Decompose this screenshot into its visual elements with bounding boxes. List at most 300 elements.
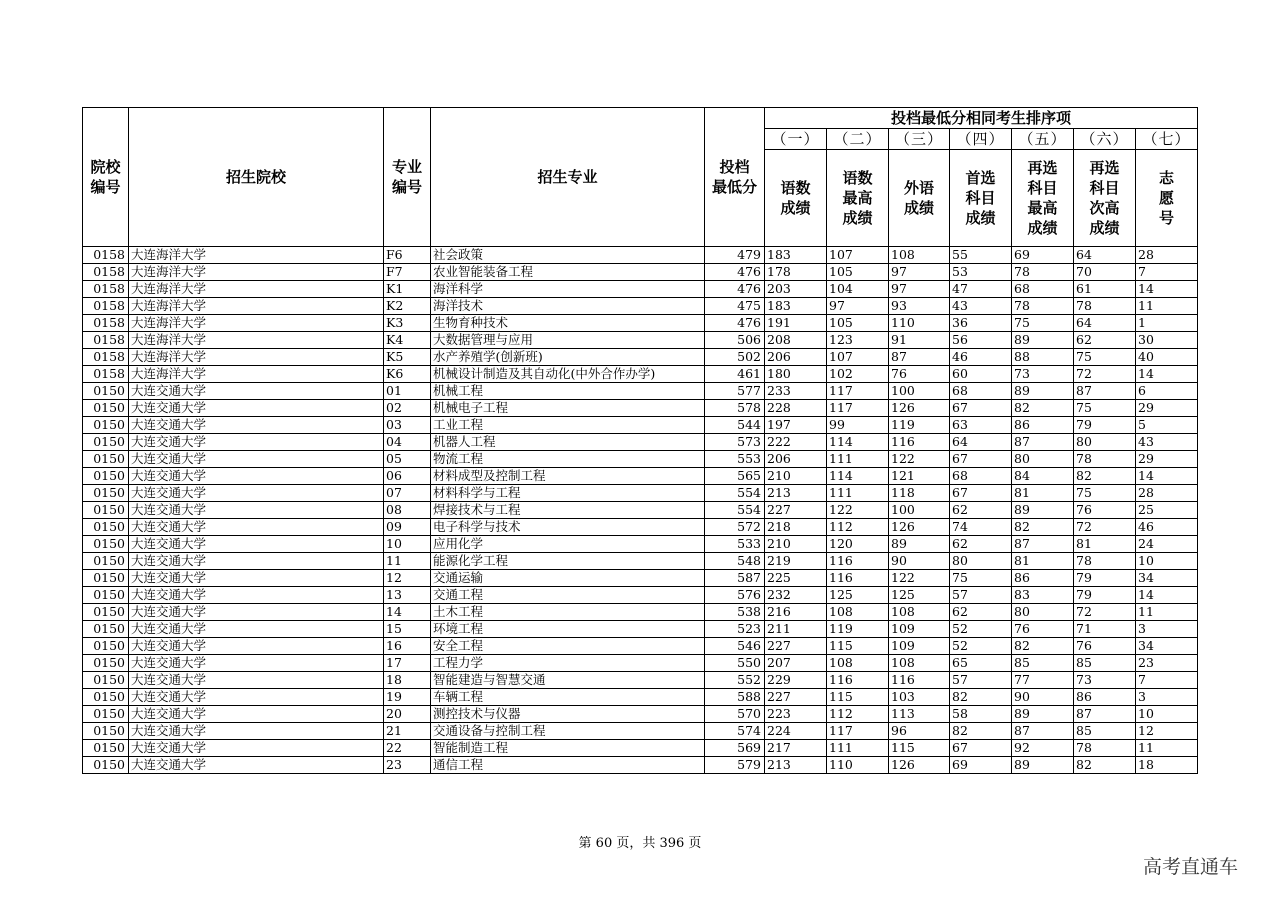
cell-sort-1: 206 [765, 349, 827, 366]
cell-min-score: 544 [705, 417, 765, 434]
cell-sort-6: 75 [1074, 400, 1136, 417]
cell-major-code: 04 [384, 434, 431, 451]
cell-min-score: 570 [705, 706, 765, 723]
cell-sort-1: 183 [765, 247, 827, 264]
header-sort-number: （五） [1012, 129, 1074, 150]
cell-major: 交通工程 [431, 587, 705, 604]
cell-sort-7: 30 [1136, 332, 1198, 349]
cell-sort-6: 72 [1074, 519, 1136, 536]
cell-sort-4: 43 [950, 298, 1012, 315]
cell-sort-6: 75 [1074, 485, 1136, 502]
cell-min-score: 476 [705, 264, 765, 281]
cell-min-score: 587 [705, 570, 765, 587]
cell-sort-5: 89 [1012, 502, 1074, 519]
cell-school: 大连交通大学 [129, 757, 384, 774]
cell-sort-3: 122 [889, 451, 950, 468]
cell-major-code: F7 [384, 264, 431, 281]
table-row [83, 502, 1198, 519]
cell-sort-1: 191 [765, 315, 827, 332]
cell-sort-3: 90 [889, 553, 950, 570]
cell-major: 土木工程 [431, 604, 705, 621]
cell-sort-4: 62 [950, 502, 1012, 519]
table-row [83, 451, 1198, 468]
cell-sort-2: 112 [827, 706, 889, 723]
header-school-label: 招生院校 [225, 168, 286, 186]
cell-sort-7: 25 [1136, 502, 1198, 519]
cell-sort-4: 67 [950, 485, 1012, 502]
cell-sort-5: 86 [1012, 570, 1074, 587]
cell-sort-2: 115 [827, 689, 889, 706]
cell-school-code: 0150 [83, 723, 129, 740]
cell-sort-2: 114 [827, 434, 889, 451]
cell-school-code: 0158 [83, 281, 129, 298]
cell-min-score: 476 [705, 315, 765, 332]
cell-sort-1: 197 [765, 417, 827, 434]
cell-min-score: 461 [705, 366, 765, 383]
cell-major-code: 12 [384, 570, 431, 587]
header-sort-group-label: 投档最低分相同考生排序项 [890, 109, 1071, 127]
cell-sort-1: 178 [765, 264, 827, 281]
cell-sort-7: 3 [1136, 621, 1198, 638]
cell-sort-2: 105 [827, 315, 889, 332]
table-row [83, 604, 1198, 621]
cell-sort-5: 89 [1012, 757, 1074, 774]
header-sort-number: （三） [889, 129, 950, 150]
cell-sort-6: 79 [1074, 587, 1136, 604]
cell-sort-4: 36 [950, 315, 1012, 332]
cell-sort-4: 57 [950, 672, 1012, 689]
table-row [83, 332, 1198, 349]
cell-major: 交通设备与控制工程 [431, 723, 705, 740]
cell-sort-1: 206 [765, 451, 827, 468]
cell-major-code: 17 [384, 655, 431, 672]
cell-major-code: K2 [384, 298, 431, 315]
cell-sort-3: 76 [889, 366, 950, 383]
cell-school-code: 0150 [83, 621, 129, 638]
cell-sort-6: 61 [1074, 281, 1136, 298]
cell-sort-6: 82 [1074, 468, 1136, 485]
cell-school: 大连交通大学 [129, 468, 384, 485]
cell-min-score: 506 [705, 332, 765, 349]
cell-major: 机械工程 [431, 383, 705, 400]
cell-sort-3: 97 [889, 281, 950, 298]
cell-sort-6: 78 [1074, 298, 1136, 315]
cell-sort-7: 40 [1136, 349, 1198, 366]
cell-sort-3: 110 [889, 315, 950, 332]
cell-sort-7: 34 [1136, 638, 1198, 655]
cell-sort-7: 12 [1136, 723, 1198, 740]
cell-school-code: 0150 [83, 434, 129, 451]
cell-sort-6: 82 [1074, 757, 1136, 774]
cell-school: 大连海洋大学 [129, 315, 384, 332]
cell-sort-7: 28 [1136, 247, 1198, 264]
cell-major: 车辆工程 [431, 689, 705, 706]
cell-school: 大连交通大学 [129, 400, 384, 417]
cell-sort-6: 72 [1074, 604, 1136, 621]
table-row [83, 621, 1198, 638]
header-school-code [83, 108, 129, 247]
cell-school: 大连交通大学 [129, 383, 384, 400]
cell-sort-3: 108 [889, 655, 950, 672]
cell-sort-4: 46 [950, 349, 1012, 366]
cell-major-code: 20 [384, 706, 431, 723]
cell-sort-7: 23 [1136, 655, 1198, 672]
cell-school-code: 0150 [83, 383, 129, 400]
cell-min-score: 502 [705, 349, 765, 366]
cell-min-score: 550 [705, 655, 765, 672]
cell-school: 大连交通大学 [129, 417, 384, 434]
cell-sort-7: 29 [1136, 400, 1198, 417]
cell-sort-6: 86 [1074, 689, 1136, 706]
cell-major: 材料成型及控制工程 [431, 468, 705, 485]
cell-sort-3: 89 [889, 536, 950, 553]
table-row [83, 298, 1198, 315]
cell-school: 大连交通大学 [129, 451, 384, 468]
cell-sort-2: 115 [827, 638, 889, 655]
header-sort-item: 外语 成绩 [889, 150, 950, 247]
header-major [431, 108, 705, 247]
cell-min-score: 572 [705, 519, 765, 536]
cell-sort-1: 229 [765, 672, 827, 689]
cell-sort-1: 233 [765, 383, 827, 400]
cell-major: 水产养殖学(创新班) [431, 349, 705, 366]
cell-sort-4: 68 [950, 468, 1012, 485]
cell-major-code: 05 [384, 451, 431, 468]
table-body [83, 247, 1198, 774]
cell-min-score: 588 [705, 689, 765, 706]
cell-sort-7: 34 [1136, 570, 1198, 587]
header-major-code-label: 专业 编号 [391, 158, 422, 196]
cell-sort-6: 64 [1074, 247, 1136, 264]
cell-sort-1: 213 [765, 485, 827, 502]
cell-sort-1: 213 [765, 757, 827, 774]
cell-sort-3: 116 [889, 672, 950, 689]
cell-sort-5: 87 [1012, 723, 1074, 740]
table-row [83, 689, 1198, 706]
cell-sort-2: 117 [827, 383, 889, 400]
cell-sort-2: 117 [827, 400, 889, 417]
cell-sort-5: 78 [1012, 298, 1074, 315]
cell-school-code: 0150 [83, 689, 129, 706]
cell-sort-2: 122 [827, 502, 889, 519]
cell-sort-5: 81 [1012, 553, 1074, 570]
cell-sort-4: 67 [950, 740, 1012, 757]
cell-sort-6: 85 [1074, 723, 1136, 740]
cell-sort-1: 218 [765, 519, 827, 536]
cell-major: 社会政策 [431, 247, 705, 264]
cell-min-score: 573 [705, 434, 765, 451]
cell-sort-1: 223 [765, 706, 827, 723]
cell-sort-2: 107 [827, 349, 889, 366]
cell-major: 应用化学 [431, 536, 705, 553]
cell-sort-2: 123 [827, 332, 889, 349]
cell-school: 大连海洋大学 [129, 264, 384, 281]
cell-sort-7: 28 [1136, 485, 1198, 502]
cell-major-code: K1 [384, 281, 431, 298]
cell-sort-1: 210 [765, 468, 827, 485]
header-sort-number: （四） [950, 129, 1012, 150]
cell-sort-4: 62 [950, 604, 1012, 621]
cell-sort-3: 118 [889, 485, 950, 502]
cell-school: 大连交通大学 [129, 655, 384, 672]
cell-school-code: 0158 [83, 298, 129, 315]
cell-sort-7: 11 [1136, 298, 1198, 315]
header-major-code [384, 108, 431, 247]
cell-sort-4: 53 [950, 264, 1012, 281]
cell-min-score: 574 [705, 723, 765, 740]
cell-school-code: 0150 [83, 706, 129, 723]
cell-min-score: 576 [705, 587, 765, 604]
table-row [83, 264, 1198, 281]
cell-sort-7: 1 [1136, 315, 1198, 332]
cell-sort-2: 111 [827, 451, 889, 468]
cell-sort-7: 24 [1136, 536, 1198, 553]
cell-sort-4: 47 [950, 281, 1012, 298]
admission-table [82, 107, 1198, 774]
cell-sort-5: 82 [1012, 519, 1074, 536]
cell-min-score: 538 [705, 604, 765, 621]
cell-sort-7: 18 [1136, 757, 1198, 774]
cell-school: 大连交通大学 [129, 689, 384, 706]
header-sort-number: （二） [827, 129, 889, 150]
cell-major-code: K4 [384, 332, 431, 349]
cell-sort-5: 83 [1012, 587, 1074, 604]
cell-school-code: 0150 [83, 519, 129, 536]
cell-major: 智能建造与智慧交通 [431, 672, 705, 689]
header-school [129, 108, 384, 247]
cell-sort-1: 210 [765, 536, 827, 553]
cell-sort-1: 228 [765, 400, 827, 417]
cell-sort-3: 96 [889, 723, 950, 740]
cell-sort-2: 114 [827, 468, 889, 485]
cell-school: 大连交通大学 [129, 587, 384, 604]
cell-school: 大连海洋大学 [129, 281, 384, 298]
cell-school-code: 0158 [83, 247, 129, 264]
cell-school-code: 0150 [83, 400, 129, 417]
table-row [83, 485, 1198, 502]
cell-sort-3: 109 [889, 638, 950, 655]
cell-sort-4: 63 [950, 417, 1012, 434]
cell-sort-4: 52 [950, 638, 1012, 655]
cell-school-code: 0150 [83, 740, 129, 757]
cell-sort-1: 183 [765, 298, 827, 315]
table-row [83, 706, 1198, 723]
cell-sort-3: 126 [889, 519, 950, 536]
cell-sort-7: 14 [1136, 366, 1198, 383]
cell-major: 生物育种技术 [431, 315, 705, 332]
cell-sort-6: 70 [1074, 264, 1136, 281]
cell-school: 大连海洋大学 [129, 298, 384, 315]
cell-sort-5: 84 [1012, 468, 1074, 485]
cell-school: 大连交通大学 [129, 553, 384, 570]
cell-sort-6: 79 [1074, 570, 1136, 587]
cell-sort-4: 69 [950, 757, 1012, 774]
cell-major: 农业智能装备工程 [431, 264, 705, 281]
cell-major-code: 08 [384, 502, 431, 519]
cell-major: 海洋科学 [431, 281, 705, 298]
cell-sort-2: 117 [827, 723, 889, 740]
header-sort-item: 语数 成绩 [765, 150, 827, 247]
cell-sort-7: 7 [1136, 672, 1198, 689]
table-row [83, 434, 1198, 451]
cell-min-score: 476 [705, 281, 765, 298]
page-footer: 第 60 页，共 396 页 [578, 836, 702, 851]
cell-school: 大连交通大学 [129, 485, 384, 502]
cell-sort-2: 112 [827, 519, 889, 536]
cell-sort-3: 108 [889, 247, 950, 264]
cell-school-code: 0150 [83, 757, 129, 774]
header-min-score-label: 投档 最低分 [711, 158, 757, 196]
cell-sort-6: 64 [1074, 315, 1136, 332]
cell-sort-6: 75 [1074, 349, 1136, 366]
cell-sort-4: 82 [950, 723, 1012, 740]
cell-school-code: 0158 [83, 315, 129, 332]
cell-sort-7: 11 [1136, 740, 1198, 757]
cell-school-code: 0150 [83, 536, 129, 553]
cell-major: 机械设计制造及其自动化(中外合作办学) [431, 366, 705, 383]
cell-school-code: 0150 [83, 604, 129, 621]
cell-sort-5: 88 [1012, 349, 1074, 366]
header-sort-group [765, 108, 1198, 129]
cell-major: 大数据管理与应用 [431, 332, 705, 349]
cell-sort-7: 7 [1136, 264, 1198, 281]
cell-school-code: 0150 [83, 587, 129, 604]
cell-major: 焊接技术与工程 [431, 502, 705, 519]
cell-sort-1: 203 [765, 281, 827, 298]
cell-school-code: 0158 [83, 366, 129, 383]
cell-sort-5: 78 [1012, 264, 1074, 281]
cell-school: 大连交通大学 [129, 723, 384, 740]
cell-major: 工业工程 [431, 417, 705, 434]
cell-school: 大连交通大学 [129, 434, 384, 451]
cell-sort-7: 10 [1136, 553, 1198, 570]
cell-sort-2: 108 [827, 655, 889, 672]
cell-sort-6: 62 [1074, 332, 1136, 349]
cell-sort-2: 104 [827, 281, 889, 298]
cell-min-score: 548 [705, 553, 765, 570]
cell-major-code: 07 [384, 485, 431, 502]
cell-sort-4: 82 [950, 689, 1012, 706]
cell-sort-2: 102 [827, 366, 889, 383]
cell-major-code: 11 [384, 553, 431, 570]
cell-school-code: 0158 [83, 332, 129, 349]
cell-sort-5: 68 [1012, 281, 1074, 298]
cell-school: 大连海洋大学 [129, 247, 384, 264]
table-row [83, 553, 1198, 570]
table-row [83, 672, 1198, 689]
header-sort-item: 再选 科目 次高 成绩 [1074, 150, 1136, 247]
table-row [83, 536, 1198, 553]
cell-school-code: 0158 [83, 264, 129, 281]
cell-major-code: K3 [384, 315, 431, 332]
cell-sort-2: 99 [827, 417, 889, 434]
cell-sort-6: 78 [1074, 553, 1136, 570]
cell-sort-2: 111 [827, 740, 889, 757]
cell-sort-5: 80 [1012, 451, 1074, 468]
header-sort-item: 语数 最高 成绩 [827, 150, 889, 247]
cell-sort-6: 85 [1074, 655, 1136, 672]
header-sort-number: （一） [765, 129, 827, 150]
cell-min-score: 533 [705, 536, 765, 553]
cell-min-score: 546 [705, 638, 765, 655]
cell-school: 大连交通大学 [129, 672, 384, 689]
cell-major-code: 13 [384, 587, 431, 604]
cell-sort-1: 232 [765, 587, 827, 604]
cell-sort-3: 103 [889, 689, 950, 706]
header-school-code-label: 院校 编号 [90, 158, 121, 196]
cell-sort-2: 116 [827, 553, 889, 570]
cell-major-code: 15 [384, 621, 431, 638]
cell-sort-1: 207 [765, 655, 827, 672]
cell-major-code: K5 [384, 349, 431, 366]
cell-sort-2: 97 [827, 298, 889, 315]
cell-school-code: 0150 [83, 570, 129, 587]
cell-sort-3: 115 [889, 740, 950, 757]
cell-sort-6: 76 [1074, 638, 1136, 655]
cell-school-code: 0150 [83, 485, 129, 502]
table-row [83, 587, 1198, 604]
table-row [83, 570, 1198, 587]
cell-school-code: 0150 [83, 638, 129, 655]
cell-min-score: 552 [705, 672, 765, 689]
cell-sort-6: 76 [1074, 502, 1136, 519]
cell-major-code: 14 [384, 604, 431, 621]
cell-sort-3: 119 [889, 417, 950, 434]
cell-school: 大连交通大学 [129, 706, 384, 723]
cell-sort-6: 71 [1074, 621, 1136, 638]
cell-sort-2: 116 [827, 570, 889, 587]
cell-school: 大连交通大学 [129, 570, 384, 587]
cell-sort-5: 89 [1012, 706, 1074, 723]
cell-major: 能源化学工程 [431, 553, 705, 570]
cell-sort-7: 10 [1136, 706, 1198, 723]
cell-sort-5: 92 [1012, 740, 1074, 757]
cell-sort-7: 14 [1136, 587, 1198, 604]
cell-sort-6: 87 [1074, 706, 1136, 723]
cell-school: 大连海洋大学 [129, 366, 384, 383]
cell-major-code: 10 [384, 536, 431, 553]
cell-sort-3: 108 [889, 604, 950, 621]
cell-major-code: 03 [384, 417, 431, 434]
cell-sort-4: 52 [950, 621, 1012, 638]
cell-major-code: 21 [384, 723, 431, 740]
cell-min-score: 569 [705, 740, 765, 757]
cell-major: 交通运输 [431, 570, 705, 587]
header-sort-item: 志 愿 号 [1136, 150, 1198, 247]
cell-sort-6: 87 [1074, 383, 1136, 400]
table-row [83, 723, 1198, 740]
cell-sort-5: 77 [1012, 672, 1074, 689]
cell-sort-3: 126 [889, 757, 950, 774]
table-row [83, 281, 1198, 298]
table-row [83, 417, 1198, 434]
cell-major-code: 09 [384, 519, 431, 536]
cell-school: 大连交通大学 [129, 536, 384, 553]
cell-major: 海洋技术 [431, 298, 705, 315]
cell-sort-1: 225 [765, 570, 827, 587]
cell-sort-3: 125 [889, 587, 950, 604]
cell-major-code: 01 [384, 383, 431, 400]
table-row [83, 740, 1198, 757]
cell-school-code: 0150 [83, 553, 129, 570]
cell-school-code: 0150 [83, 502, 129, 519]
cell-sort-6: 81 [1074, 536, 1136, 553]
cell-sort-7: 3 [1136, 689, 1198, 706]
cell-school-code: 0150 [83, 655, 129, 672]
cell-sort-1: 222 [765, 434, 827, 451]
cell-sort-4: 57 [950, 587, 1012, 604]
cell-min-score: 577 [705, 383, 765, 400]
